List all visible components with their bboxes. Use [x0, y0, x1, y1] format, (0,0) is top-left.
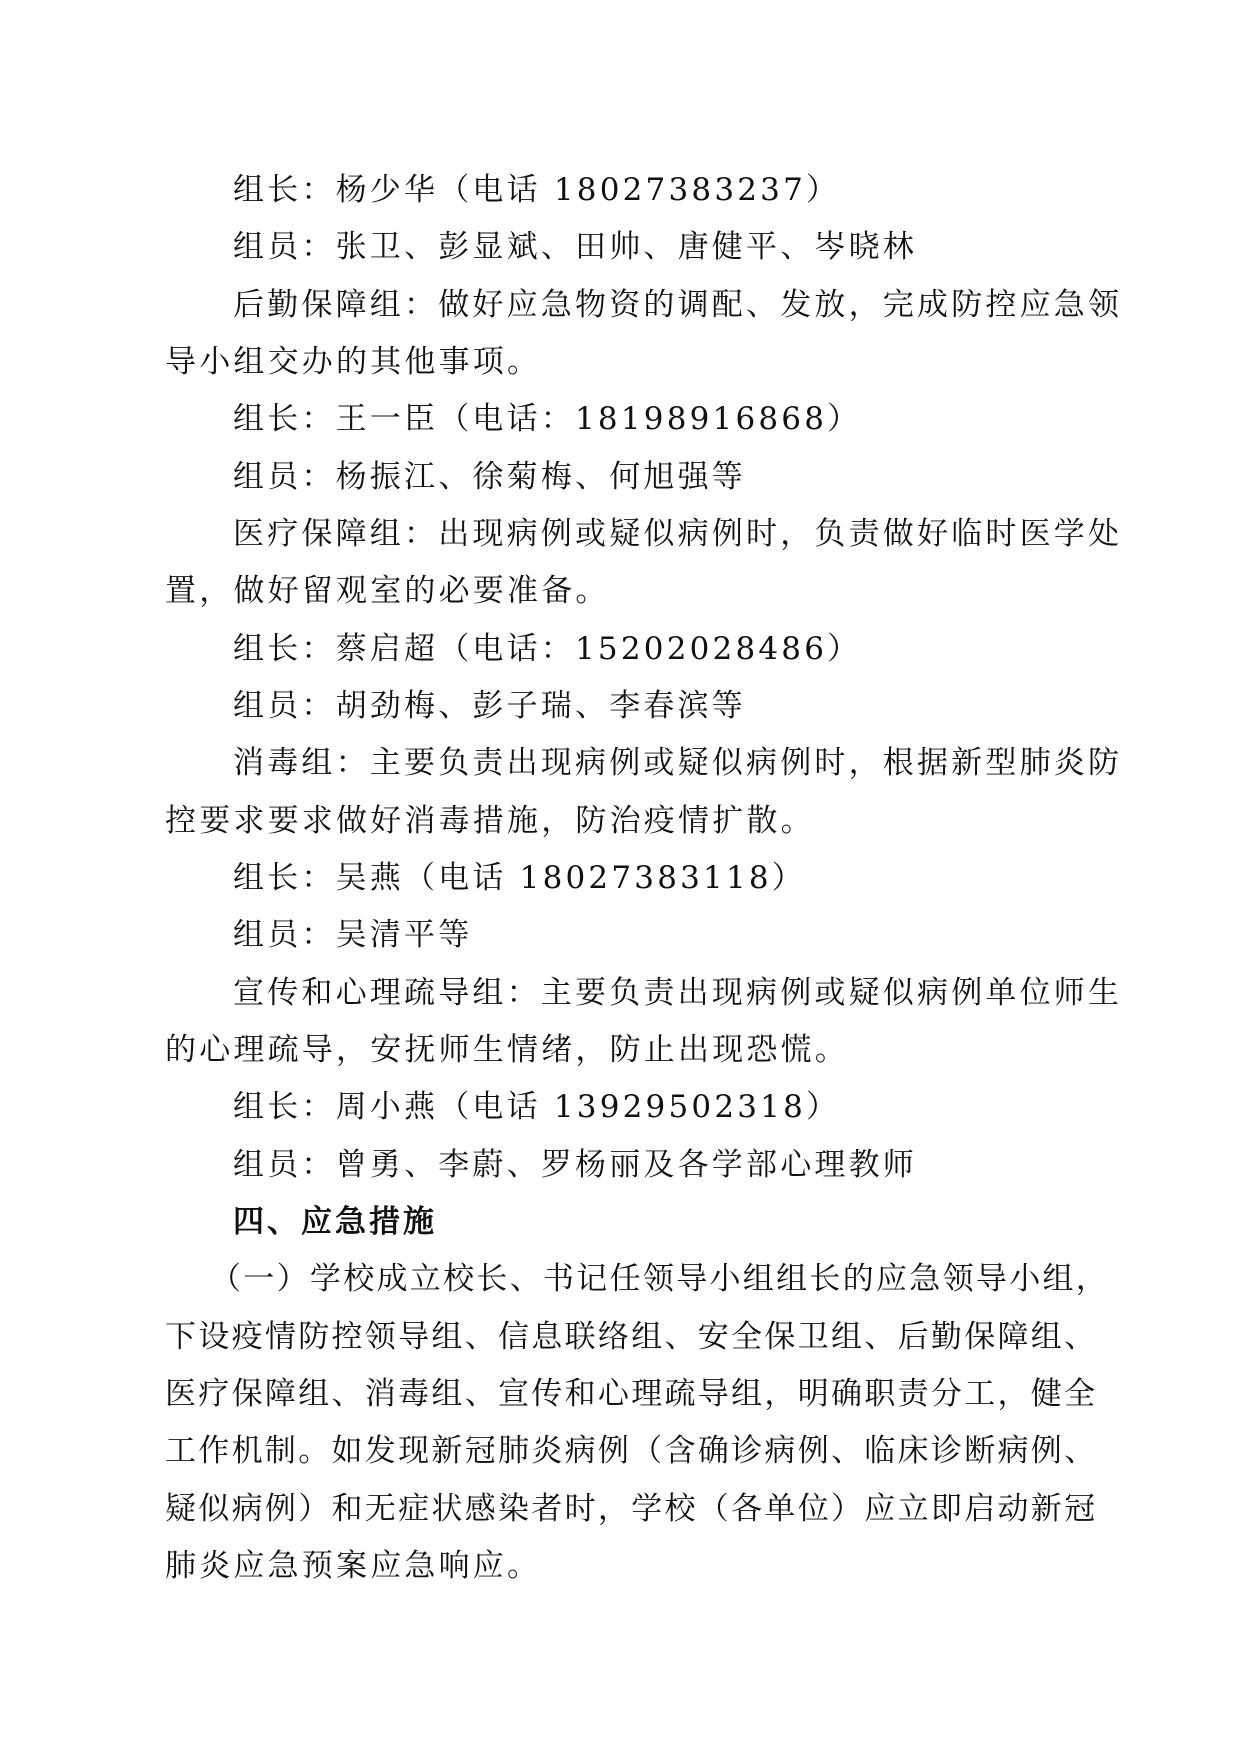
section-heading: 四、应急措施	[233, 1204, 437, 1240]
measure-paragraph-line-2: 下设疫情防控领导组、信息联络组、安全保卫组、后勤保障组、	[165, 1319, 1098, 1355]
medical-group-desc: 医疗保障组：出现病例或疑似病例时，负责做好临时医学处	[233, 516, 1123, 552]
measure-paragraph-line-4: 工作机制。如发现新冠肺炎病例（含确诊病例、临床诊断病例、	[165, 1433, 1098, 1469]
measure-paragraph-line-3: 医疗保障组、消毒组、宣传和心理疏导组，明确职责分工，健全	[165, 1376, 1098, 1412]
logistics-leader: 组长：王一臣（电话：18198916868）	[233, 401, 862, 437]
disinfection-leader: 组长：吴燕（电话 18027383118）	[233, 860, 807, 896]
logistics-group-desc-cont: 导小组交办的其他事项。	[165, 344, 542, 380]
logistics-prev-members: 组员：张卫、彭显斌、田帅、唐健平、岑晓林	[233, 229, 917, 265]
disinfection-group-desc-cont: 控要求要求做好消毒措施，防治疫情扩散。	[165, 803, 815, 839]
medical-leader: 组长：蔡启超（电话：15202028486）	[233, 631, 862, 667]
disinfection-group-desc: 消毒组：主要负责出现病例或疑似病例时，根据新型肺炎防	[233, 745, 1123, 781]
logistics-prev-leader: 组长：杨少华（电话 18027383237）	[233, 172, 841, 208]
psychology-group-desc: 宣传和心理疏导组：主要负责出现病例或疑似病例单位师生	[233, 975, 1123, 1011]
logistics-group-desc: 后勤保障组：做好应急物资的调配、发放，完成防控应急领	[233, 287, 1123, 323]
logistics-members: 组员：杨振江、徐菊梅、何旭强等	[233, 459, 746, 495]
psychology-leader: 组长：周小燕（电话 13929502318）	[233, 1089, 841, 1125]
measure-paragraph-line-6: 肺炎应急预案应急响应。	[165, 1548, 542, 1584]
measure-paragraph-line-5: 疑似病例）和无症状感染者时，学校（各单位）应立即启动新冠	[165, 1491, 1098, 1527]
medical-members: 组员：胡劲梅、彭子瑞、李春滨等	[233, 688, 746, 724]
disinfection-members: 组员：吴清平等	[233, 917, 473, 953]
measure-paragraph-line-1: （一）学校成立校长、书记任领导小组组长的应急领导小组，	[210, 1261, 1110, 1297]
medical-group-desc-cont: 置，做好留观室的必要准备。	[165, 573, 610, 609]
psychology-group-desc-cont: 的心理疏导，安抚师生情绪，防止出现恐慌。	[165, 1032, 849, 1068]
psychology-members: 组员：曾勇、李蔚、罗杨丽及各学部心理教师	[233, 1147, 917, 1183]
